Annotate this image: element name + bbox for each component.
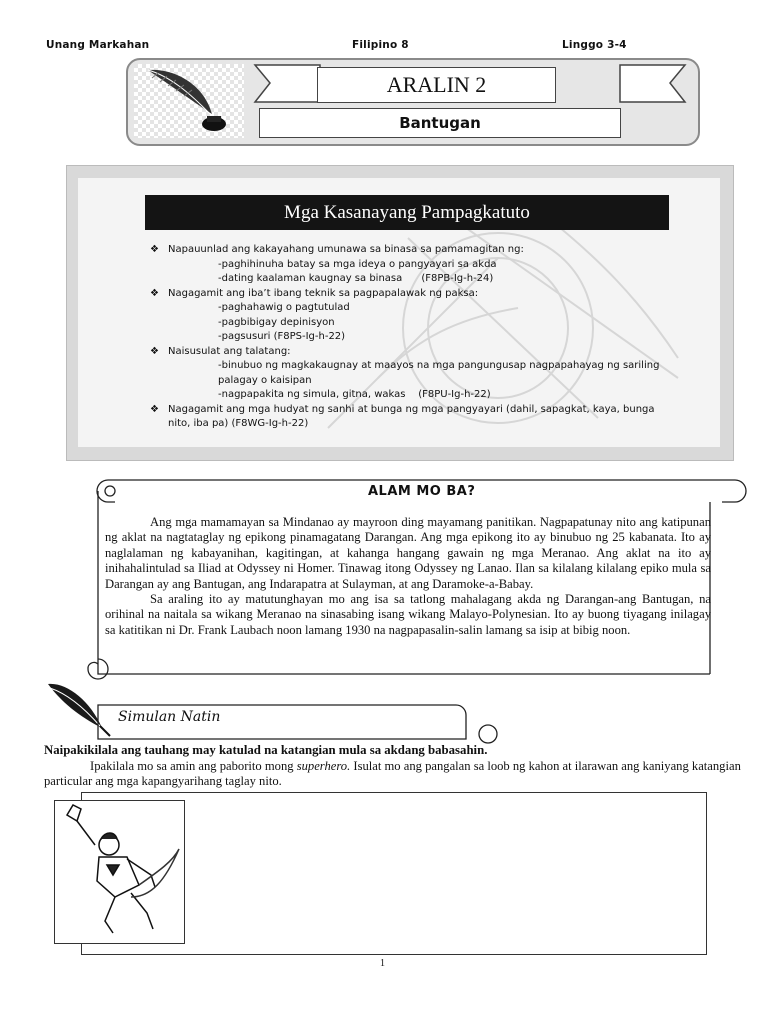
header-week: Linggo 3-4 [562, 39, 627, 51]
lesson-title: Bantugan [259, 108, 621, 138]
objective-1-sub-1: -paghihinuha batay sa mga ideya o pangyayari sa akda [218, 258, 497, 270]
header-subject: Filipino 8 [352, 39, 409, 51]
header-quarter: Unang Markahan [46, 39, 150, 51]
objective-2-sub-2: -pagbibigay depinisyon [218, 316, 335, 328]
alam-body [105, 515, 711, 638]
objective-1: Napauunlad ang kakayahang umunawa sa binasa sa pamamagitan ng: [168, 244, 524, 255]
objective-3: Naisusulat ang talatang: [168, 345, 291, 357]
objectives-list [150, 243, 710, 432]
diamond-bullet-icon: ❖ [150, 403, 159, 415]
objective-3-sub-2: -nagpapakita ng simula, gitna, wakas (F8PU-Ig-h-22) [218, 389, 491, 400]
objectives-title: Mga Kasanayang Pampagkatuto [145, 195, 669, 230]
objective-4: Nagagamit ang mga hudyat ng sanhi at bunga ng mga pangyayari (dahil, sapagkat, kaya, bunga nito, iba pa) (F8WG-Ig-h-22) [168, 403, 655, 429]
objective-1-sub-2: -dating kaalaman kaugnay sa binasa (F8PB-Ig-h-24) [218, 273, 494, 284]
page-number: 1 [380, 958, 385, 969]
alam-paragraph-2: Sa araling ito ay matutunghayan mo ang isa sa tatlong mahalagang akda ng Darangan-ang Bantugan, na orihinal na naitala sa wikang Meranao na sinasabing isang wikang Malayo-Polynesian. Ito ay buong tiyagang inilagay sa katitikan ni Dr. Frank Laubach noon lamang 1930 na nagpapasalin-salin lamang sa isip at bibig noon. [105, 592, 711, 637]
alam-paragraph-1: Ang mga mamamayan sa Mindanao ay mayroon ding mayamang panitikan. Nagpapatunay nito ang katipunan ng aklat na nagtataglay ng epikong pinamagatang Darangan. Ang mga epikong ito ay binubuo ng 25 kabanata. Ito ay naglalaman ng kabayanihan, kagitingan, at kahanga hangang gawain ng mga Meranao. Ang aklat na ito ay inihahalintulad sa Iliad at Odyssey ni Homer. Tinawag itong Odyssey ng Lanao. Ilan sa kilalang kilalang epiko mula sa Darangan ay ang Bantugan, ang Indarapatra at Sulayman, at ang Daramoke-a-Babay. [105, 515, 711, 591]
lesson-number: ARALIN 2 [317, 67, 556, 103]
simulan-instruction: Ipakilala mo sa amin ang paborito mong superhero. Isulat mo ang pangalan sa loob ng kahon at ilarawan ang kaniyang katangian particular ang mga kapangyarihang taglay nito. [44, 759, 741, 788]
diamond-bullet-icon: ❖ [150, 345, 159, 357]
diamond-bullet-icon: ❖ [150, 244, 159, 255]
objective-2-sub-3: -pagsusuri (F8PS-Ig-h-22) [218, 331, 346, 342]
simulan-objective: Naipakikilala ang tauhang may katulad na katangian mula sa akdang babasahin. [44, 743, 488, 757]
simulan-title: Simulan Natin [118, 709, 221, 725]
superhero-illustration [54, 800, 185, 944]
alam-title: ALAM MO BA? [368, 484, 476, 499]
objective-3-sub-1: -binubuo ng magkakaugnay at maayos na mga pangungusap nagpapahayag ng sariling palagay o kaisipan [218, 360, 660, 386]
objective-2-sub-1: -paghahawig o pagtutulad [218, 302, 350, 313]
diamond-bullet-icon: ❖ [150, 287, 159, 299]
quill-ink-icon [134, 64, 244, 138]
objective-2: Nagagamit ang iba’t ibang teknik sa pagpapalawak ng paksa: [168, 287, 479, 299]
